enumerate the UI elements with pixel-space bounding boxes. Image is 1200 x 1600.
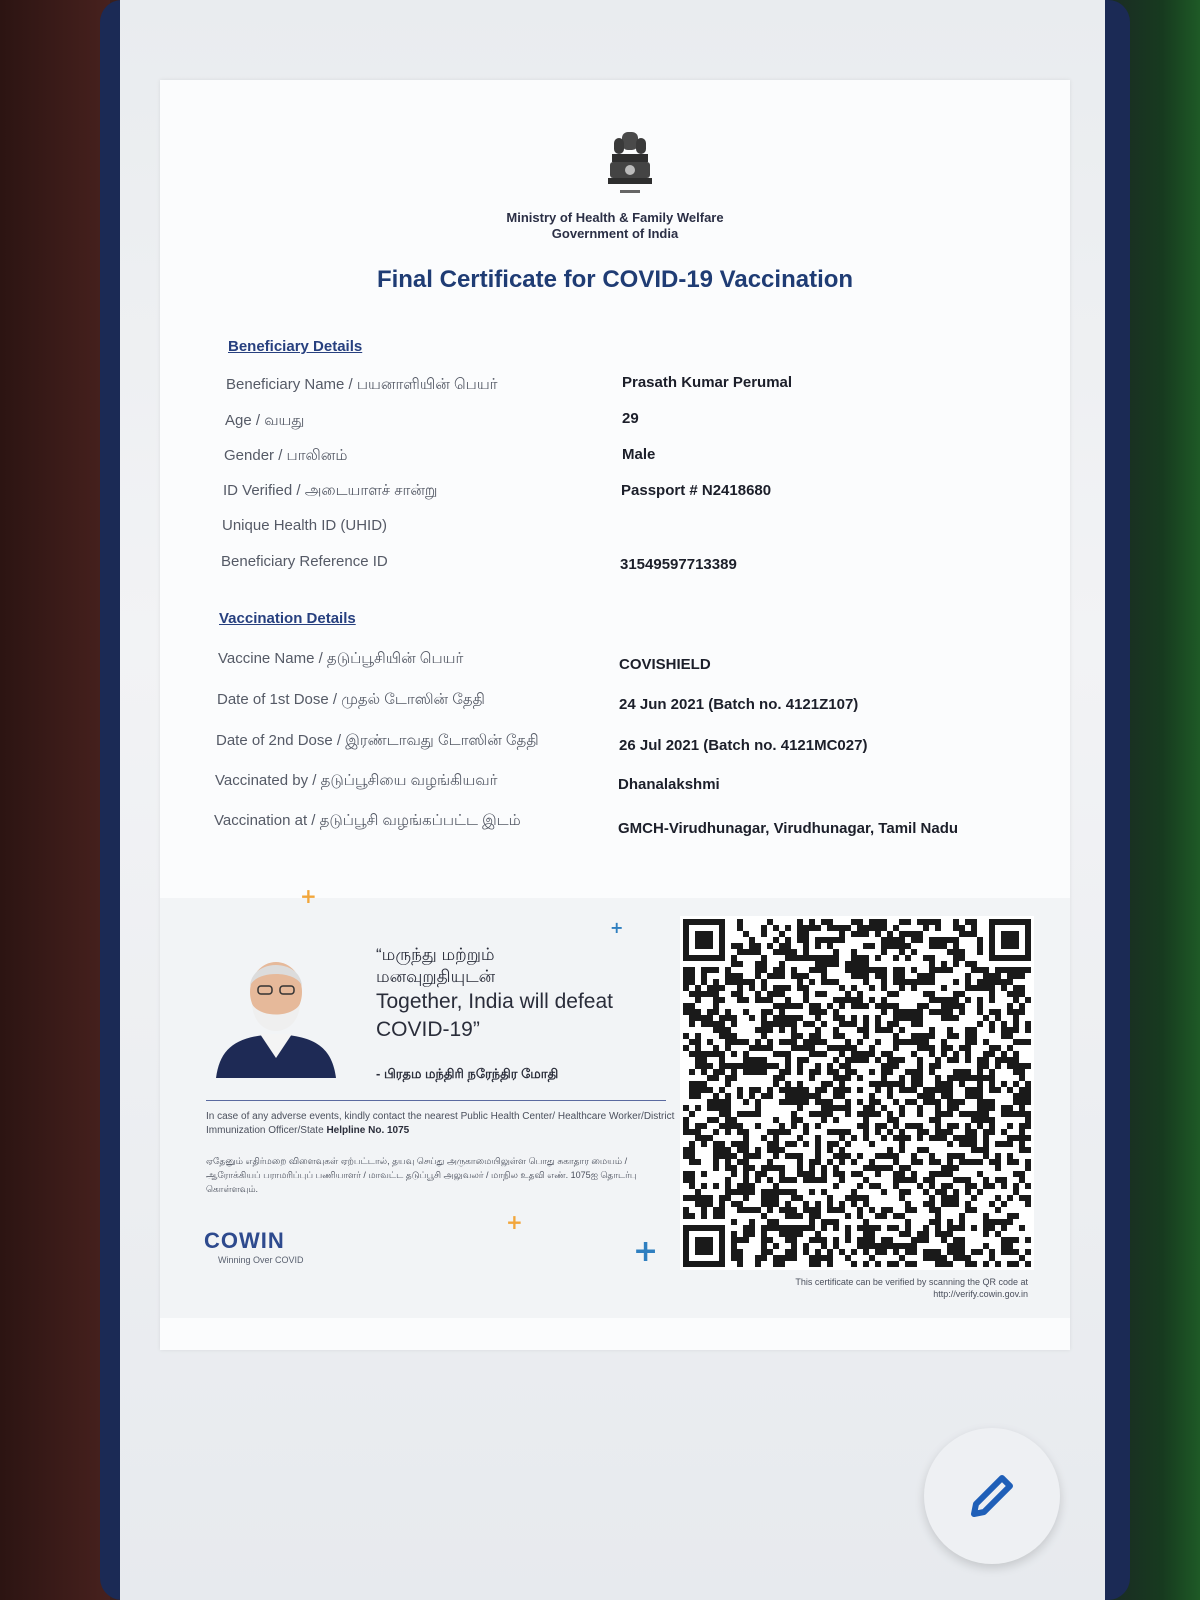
background-left bbox=[0, 0, 110, 1600]
edit-fab-button[interactable] bbox=[924, 1428, 1060, 1564]
decor-plus-icon: + bbox=[300, 884, 317, 908]
decor-plus-icon: + bbox=[610, 918, 624, 937]
divider bbox=[206, 1100, 666, 1101]
portrait-image bbox=[206, 948, 346, 1078]
dose2-value: 26 Jul 2021 (Batch no. 4121MC027) bbox=[619, 737, 868, 754]
vaccination-heading: Vaccination Details bbox=[219, 610, 356, 627]
gender-value: Male bbox=[622, 446, 656, 463]
dose1-value: 24 Jun 2021 (Batch no. 4121Z107) bbox=[619, 696, 859, 713]
vaccine-name-label: Vaccine Name / தடுப்பூசியின் பெயர் bbox=[218, 650, 464, 667]
quote-line-en1: Together, India will defeat bbox=[376, 990, 613, 1013]
reference-id-value: 31549597713389 bbox=[620, 556, 737, 573]
adverse-events-notice-ta: ஏதேனும் எதிர்மறை விளைவுகள் ஏற்பட்டால், தயவு செய்து அருகாமையிலுள்ள பொது சுகாதார மையம் / ஆரோக்கியப் பராமரிப்புப் பணியாளர் / மாவட்ட தடுப்பூசி அலுவலர் / மாநில உதவி எண். 1075ஐ தொடர்பு கொள்ளவும். bbox=[206, 1156, 637, 1194]
certificate-document bbox=[160, 80, 1070, 1350]
quote-line-en2: COVID-19” bbox=[376, 1018, 480, 1041]
certificate-footer-panel bbox=[160, 884, 1070, 1318]
vaccination-at-value: GMCH-Virudhunagar, Virudhunagar, Tamil Nadu bbox=[618, 820, 959, 837]
decor-plus-icon: + bbox=[506, 1210, 523, 1234]
page-title: Final Certificate for COVID-19 Vaccination bbox=[376, 266, 854, 293]
age-label: Age / வயது bbox=[225, 412, 305, 429]
dose1-label: Date of 1st Dose / முதல் டோஸின் தேதி bbox=[217, 691, 485, 708]
beneficiary-name-label: Beneficiary Name / பயனாளியின் பெயர் bbox=[226, 376, 498, 393]
uhid-label: Unique Health ID (UHID) bbox=[222, 517, 388, 534]
qr-code-pattern bbox=[680, 916, 1034, 1270]
ministry-name bbox=[160, 210, 1070, 242]
quote-line-ta1: “மருந்து மற்றும் bbox=[376, 945, 495, 964]
qr-code bbox=[680, 916, 1034, 1270]
ministry-line2: Government of India bbox=[551, 226, 679, 241]
pencil-icon bbox=[964, 1468, 1020, 1524]
cowin-logo: COWIN bbox=[204, 1228, 285, 1253]
quote-block bbox=[376, 944, 676, 1044]
adverse-text: In case of any adverse events, kindly contact the nearest Public Health Center/ Healthcare Worker/District Immunization Officer/State bbox=[206, 1111, 675, 1136]
vaccinated-by-label: Vaccinated by / தடுப்பூசியை வழங்கியவர் bbox=[215, 772, 498, 789]
adverse-events-notice bbox=[206, 1110, 676, 1138]
vaccination-at-label: Vaccination at / தடுப்பூசி வழங்கப்பட்ட இடம் bbox=[214, 812, 521, 829]
age-value: 29 bbox=[622, 410, 639, 427]
qr-note-line2: http://verify.cowin.gov.in bbox=[933, 1289, 1028, 1299]
decor-plus-icon: + bbox=[633, 1234, 659, 1269]
beneficiary-name-value: Prasath Kumar Perumal bbox=[622, 374, 793, 391]
national-emblem-icon bbox=[600, 128, 660, 204]
gender-label: Gender / பாலினம் bbox=[224, 447, 348, 464]
helpline-number: Helpline No. 1075 bbox=[326, 1125, 410, 1136]
beneficiary-heading: Beneficiary Details bbox=[228, 338, 363, 355]
id-verified-value: Passport # N2418680 bbox=[621, 482, 772, 499]
cowin-tagline: Winning Over COVID bbox=[218, 1255, 304, 1265]
vaccine-name-value: COVISHIELD bbox=[619, 656, 711, 673]
id-verified-label: ID Verified / அடையாளச் சான்று bbox=[223, 482, 438, 499]
qr-note-line1: This certificate can be verified by scanning the QR code at bbox=[795, 1277, 1028, 1287]
qr-verification-note bbox=[680, 1276, 1028, 1300]
quote-attribution: - பிரதம மந்திரி நரேந்திர மோதி bbox=[376, 1066, 559, 1081]
reference-id-label: Beneficiary Reference ID bbox=[221, 553, 388, 570]
ministry-line1: Ministry of Health & Family Welfare bbox=[506, 210, 724, 225]
quote-line-ta2: மனவுறுதியுடன் bbox=[376, 967, 496, 986]
dose2-label: Date of 2nd Dose / இரண்டாவது டோஸின் தேதி bbox=[216, 732, 539, 749]
vaccinated-by-value: Dhanalakshmi bbox=[618, 776, 720, 793]
